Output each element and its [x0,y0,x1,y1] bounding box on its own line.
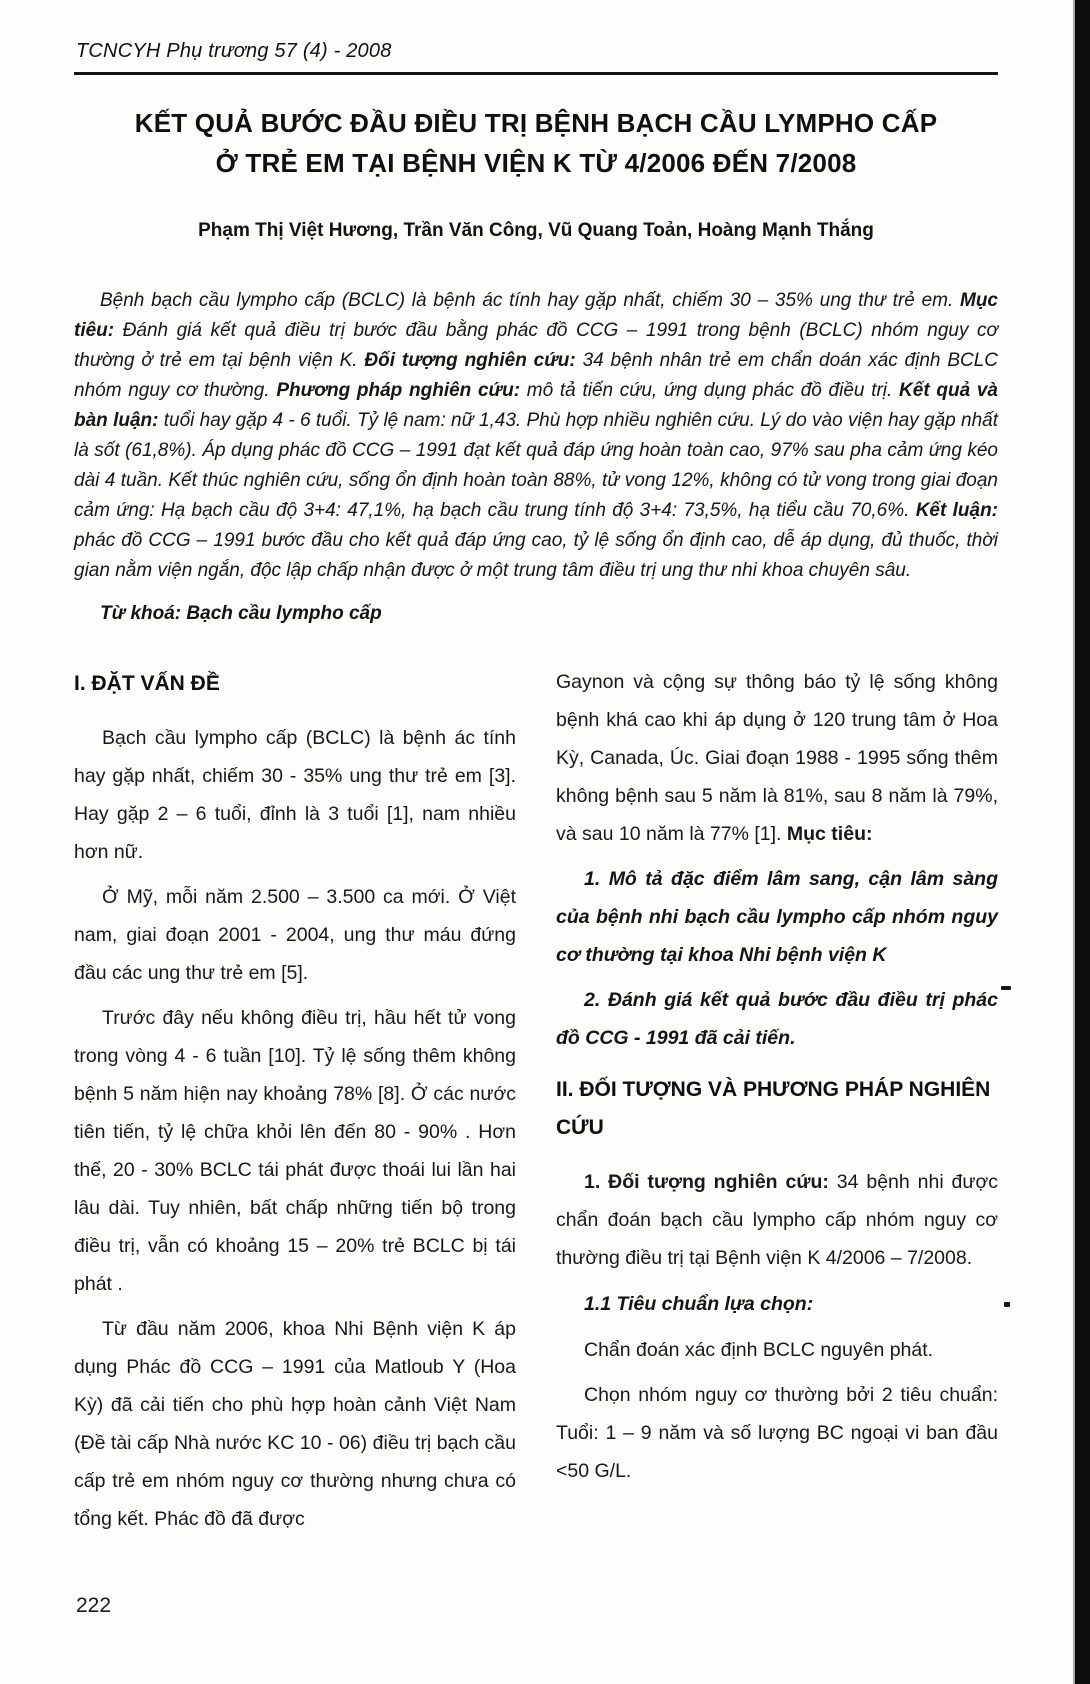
abstract-run: mô tả tiến cứu, ứng dụng phác đồ điều trị. [526,379,900,401]
keywords-line: Từ khoá: Bạch cầu lympho cấp [100,602,382,624]
authors-line: Phạm Thị Việt Hương, Trần Văn Công, Vũ Quang Toản, Hoàng Mạnh Thắng [198,219,874,241]
abstract-label-ket-qua: Kết quả và bàn luận: [74,379,998,431]
scan-speck [1004,1302,1010,1307]
abstract-paragraph [74,286,998,586]
scan-binding-artifact [1075,0,1090,1684]
right-column [556,663,998,1545]
paragraph [556,1163,998,1277]
abstract-run: 34 bệnh nhân trẻ em chẩn doán xác định BCLC nhóm nguy cơ thường. [74,349,998,401]
abstract-run: Đánh giá kết quả điều trị bước đầu bằng phác đồ CCG – 1991 trong bệnh (BCLC) nhóm nguy cơ thường ở trẻ em tại bệnh viện K. [74,319,999,371]
methods-lead: 1. Đối tượng nghiên cứu: [584,1170,837,1193]
article-title-line1: KẾT QUẢ BƯỚC ĐẦU ĐIỀU TRỊ BỆNH BẠCH CẦU LYMPHO CẤP [134,108,938,138]
abstract-run: phác đồ CCG – 1991 bước đầu cho kết quả đáp ứng cao, tỷ lệ sống ổn định cao, dễ áp dụng, đủ thuốc, thời gian nằm viện ngắn, độc lập chấp nhận được ở một trung tâm điều trị ung thư nhi khoa chuyên sâu. [74,529,998,581]
paragraph-run: 34 bệnh nhi được chẩn đoán bạch cầu lympho cấp nhóm nguy cơ thường điều trị tại Bệnh viện K 4/2006 – 7/2008. [556,1170,998,1269]
paragraph: Ở Mỹ, mỗi năm 2.500 – 3.500 ca mới. Ở Việt nam, giai đoạn 2001 - 2004, ung thư máu đứng đầu các ung thư trẻ em [5]. [74,885,516,984]
objective-2: 2. Đánh giá kết quả bước đầu điều trị phác đồ CCG - 1991 đã cải tiến. [556,988,998,1049]
paragraph: Chọn nhóm nguy cơ thường bởi 2 tiêu chuẩn: Tuổi: 1 – 9 năm và số lượng BC ngoại vi ban đầu <50 G/L. [556,1383,998,1482]
muc-tieu-label: Mục tiêu: [786,822,873,845]
paragraph [556,663,998,853]
page-header [74,40,998,75]
section-heading-doi-tuong-phuong-phap: II. ĐỐI TƯỢNG VÀ PHƯƠNG PHÁP NGHIÊN CỨU [556,1077,991,1139]
paragraph-run: Gaynon và cộng sự thông báo tỷ lệ sống không bệnh khá cao khi áp dụng ở 120 trung tâm ở Hoa Kỳ, Canada, Úc. Giai đoạn 1988 - 1995 sống thêm không bệnh sau 5 năm là 81%, sau 8 năm là 79%, và sau 10 năm là 77% [1]. [556,670,998,845]
journal-header: TCNCYH Phụ trương 57 (4) - 2008 [76,40,392,62]
section-heading-dat-van-de: I. ĐẶT VẤN ĐỀ [74,671,220,695]
abstract-run: Bệnh bạch cầu lympho cấp (BCLC) là bệnh ác tính hay gặp nhất, chiếm 30 – 35% ung thư trẻ em. [100,289,960,311]
header-rule [74,72,998,75]
two-column-body [74,663,998,1545]
abstract-label-ket-luan: Kết luận: [915,499,999,521]
abstract-run: tuổi hay gặp 4 - 6 tuổi. Tỷ lệ nam: nữ 1,43. Phù hợp nhiều nghiên cứu. Lý do vào viện hay gặp nhất là sốt (61,8%). Áp dụng phác đồ CCG – 1991 đạt kết quả đáp ứng hoàn toàn cao, 97% sau pha cảm ứng kéo dài 4 tuần. Kết thúc nghiên cứu, sống ổn định hoàn toàn 88%, tử vong 12%, không có tử vong trong giai đoạn cảm ứng: Hạ bạch cầu độ 3+4: 47,1%, hạ bạch cầu trung tính độ 3+4: 73,5%, hạ tiểu cầu 70,6%. [74,409,998,521]
paragraph: Trước đây nếu không điều trị, hầu hết tử vong trong vòng 4 - 6 tuần [10]. Tỷ lệ sống thêm không bệnh 5 năm hiện nay khoảng 78% [8]. Ở các nước tiên tiến, tỷ lệ chữa khỏi lên đến 80 - 90% . Hơn thế, 20 - 30% BCLC tái phát được thoái lui lần hai lâu dài. Tuy nhiên, bất chấp những tiến bộ trong điều trị, vẫn có khoảng 15 – 20% trẻ BCLC bị tái phát . [74,1006,516,1295]
paragraph: Chẩn đoán xác định BCLC nguyên phát. [584,1338,934,1361]
criteria-heading: 1.1 Tiêu chuẩn lựa chọn: [584,1292,814,1315]
paragraph: Từ đầu năm 2006, khoa Nhi Bệnh viện K áp dụng Phác đồ CCG – 1991 của Matloub Y (Hoa Kỳ) đã cải tiến cho phù hợp hoàn cảnh Việt Nam (Đề tài cấp Nhà nước KC 10 - 06) điều trị bạch cầu cấp trẻ em nhóm nguy cơ thường nhưng chưa có tổng kết. Phác đồ đã được [74,1317,516,1530]
paragraph: Bạch cầu lympho cấp (BCLC) là bệnh ác tính hay gặp nhất, chiếm 30 - 35% ung thư trẻ em [3]. Hay gặp 2 – 6 tuổi, đỉnh là 3 tuổi [1], nam nhiều hơn nữ. [74,726,516,863]
article-title-line2: Ở TRẺ EM TẠI BỆNH VIỆN K TỪ 4/2006 ĐẾN 7/2008 [215,148,857,179]
page-number: 222 [76,1594,112,1617]
abstract-label-phuong-phap: Phương pháp nghiên cứu: [276,379,527,401]
objective-1: 1. Mô tả đặc điểm lâm sang, cận lâm sàng của bệnh nhi bạch cầu lympho cấp nhóm nguy cơ thường tại khoa Nhi bệnh viện K [556,867,998,966]
abstract-label-doi-tuong: Đối tượng nghiên cứu: [364,349,583,371]
left-column [74,663,516,1545]
article-title [74,103,998,184]
abstract-label-muc-tieu: Mục tiêu: [74,289,998,341]
scan-speck [1001,986,1011,990]
